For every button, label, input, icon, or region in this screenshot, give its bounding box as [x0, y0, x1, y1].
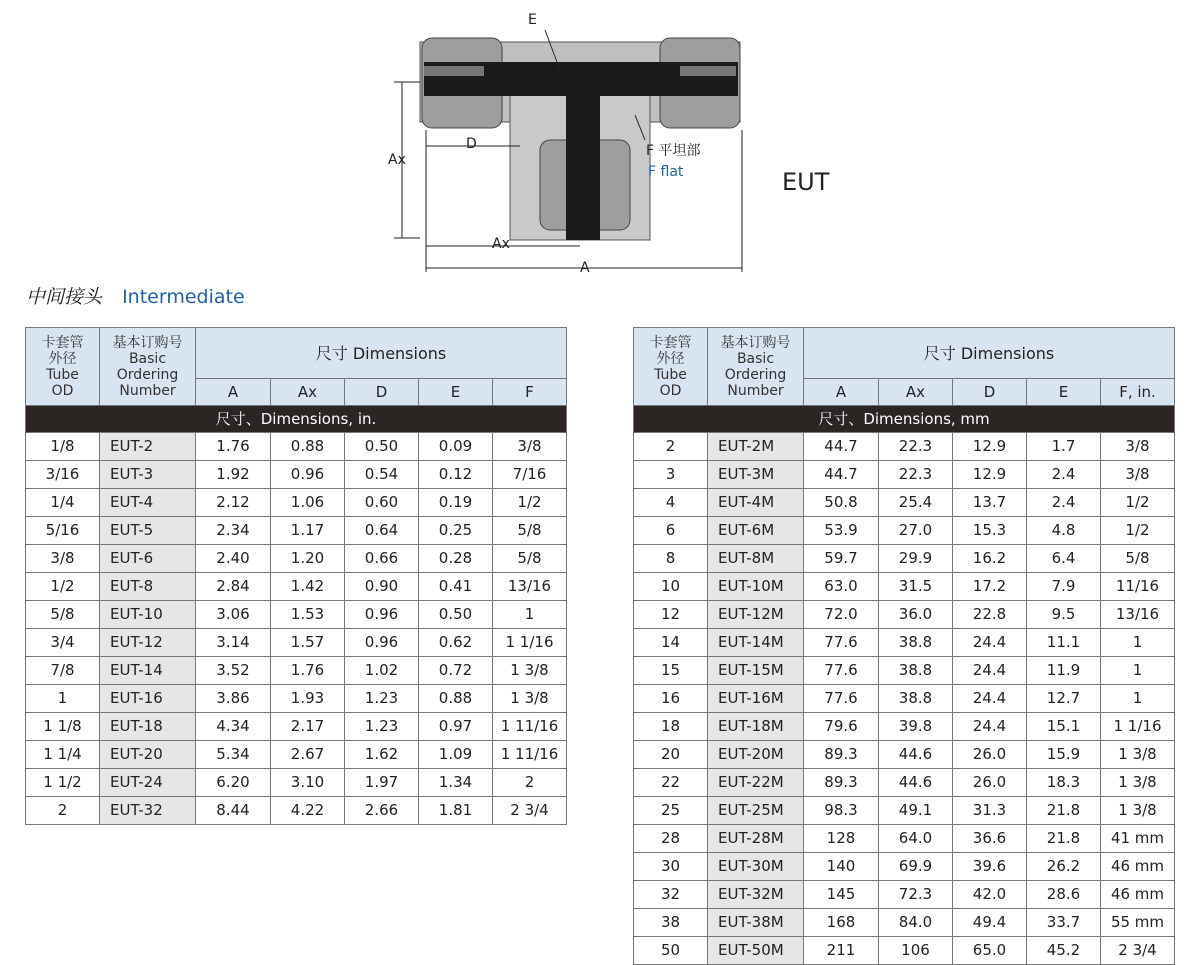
table-cell: 1 11/16 [493, 741, 567, 769]
dimensions-table-metric [633, 327, 1175, 965]
table-row [634, 573, 1175, 601]
table-cell: 46 mm [1101, 853, 1175, 881]
table-cell: 32 [634, 881, 708, 909]
dim-e-label: E [528, 12, 537, 28]
table-cell: 1 11/16 [493, 713, 567, 741]
table-cell: 1.09 [419, 741, 493, 769]
ordering-number-cell: EUT-4M [708, 489, 804, 517]
table-cell: 21.8 [1027, 797, 1101, 825]
table-cell: 0.54 [345, 461, 419, 489]
table-cell: 2.40 [196, 545, 271, 573]
table-cell: 1 3/8 [1101, 769, 1175, 797]
section-title-cn: 中间接头 [26, 286, 103, 308]
table-cell: 0.66 [345, 545, 419, 573]
ordering-number-cell: EUT-12 [100, 629, 196, 657]
table-cell: 7/8 [26, 657, 100, 685]
col-f: F [493, 379, 567, 406]
table-cell: 1 1/4 [26, 741, 100, 769]
table-cell: 2.34 [196, 517, 271, 545]
table-cell: 6.4 [1027, 545, 1101, 573]
table-cell: 9.5 [1027, 601, 1101, 629]
table-cell: 59.7 [804, 545, 879, 573]
ordering-number-cell: EUT-38M [708, 909, 804, 937]
flat-label-en: F flat [648, 164, 684, 180]
table-cell: 1 1/16 [493, 629, 567, 657]
table-cell: 12 [634, 601, 708, 629]
table-row [26, 517, 567, 545]
table-cell: 69.9 [879, 853, 953, 881]
table-cell: 12.9 [953, 433, 1027, 461]
table-cell: 1.76 [271, 657, 345, 685]
table-cell: 1.06 [271, 489, 345, 517]
table-cell: 3.10 [271, 769, 345, 797]
table-cell: 50.8 [804, 489, 879, 517]
flat-label: F 平坦部 [646, 143, 701, 159]
table-cell: 0.12 [419, 461, 493, 489]
table-cell: 20 [634, 741, 708, 769]
table-cell: 2.4 [1027, 461, 1101, 489]
table-cell: 38.8 [879, 629, 953, 657]
table-row [634, 741, 1175, 769]
table-cell: 11.9 [1027, 657, 1101, 685]
table-cell: 1.20 [271, 545, 345, 573]
ordering-number-cell: EUT-20 [100, 741, 196, 769]
table-cell: 0.96 [271, 461, 345, 489]
dim-a-label: A [580, 260, 590, 276]
table-cell: 0.41 [419, 573, 493, 601]
table-cell: 29.9 [879, 545, 953, 573]
ordering-number-cell: EUT-5 [100, 517, 196, 545]
table-cell: 1 3/8 [493, 685, 567, 713]
table-cell: 0.64 [345, 517, 419, 545]
table-cell: 8.44 [196, 797, 271, 825]
col-ax: Ax [271, 379, 345, 406]
ordering-number-cell: EUT-10 [100, 601, 196, 629]
table-cell: 0.90 [345, 573, 419, 601]
table-cell: 15 [634, 657, 708, 685]
table-cell: 64.0 [879, 825, 953, 853]
col-a: A [196, 379, 271, 406]
ordering-number-cell: EUT-24 [100, 769, 196, 797]
table-cell: 1.76 [196, 433, 271, 461]
table-cell: 6.20 [196, 769, 271, 797]
table-cell: 12.9 [953, 461, 1027, 489]
table-row [26, 629, 567, 657]
table-cell: 15.9 [1027, 741, 1101, 769]
table-cell: 44.6 [879, 769, 953, 797]
table-cell: 1 1/2 [26, 769, 100, 797]
table-cell: 1 [1101, 657, 1175, 685]
table-row [634, 713, 1175, 741]
table-cell: 0.88 [419, 685, 493, 713]
table-cell: 4.34 [196, 713, 271, 741]
col-d: D [953, 379, 1027, 406]
table-cell: 1.81 [419, 797, 493, 825]
table-cell: 4 [634, 489, 708, 517]
table-cell: 7.9 [1027, 573, 1101, 601]
table-cell: 46 mm [1101, 881, 1175, 909]
table-cell: 1.23 [345, 713, 419, 741]
ordering-number-cell: EUT-12M [708, 601, 804, 629]
table-cell: 24.4 [953, 657, 1027, 685]
table-cell: 0.09 [419, 433, 493, 461]
table-cell: 3/8 [26, 545, 100, 573]
table-cell: 49.4 [953, 909, 1027, 937]
ordering-number-header: 基本订购号 Basic Ordering Number [708, 328, 804, 406]
table-cell: 11/16 [1101, 573, 1175, 601]
table-row [634, 629, 1175, 657]
table-cell: 3/4 [26, 629, 100, 657]
table-cell: 30 [634, 853, 708, 881]
ordering-number-cell: EUT-15M [708, 657, 804, 685]
table-cell: 2.4 [1027, 489, 1101, 517]
table-cell: 12.7 [1027, 685, 1101, 713]
table-cell: 3/16 [26, 461, 100, 489]
ordering-number-cell: EUT-32 [100, 797, 196, 825]
col-ax: Ax [879, 379, 953, 406]
table-cell: 84.0 [879, 909, 953, 937]
table-row [634, 489, 1175, 517]
tube-od-header: 卡套管 外径 Tube OD [26, 328, 100, 406]
ordering-number-cell: EUT-3M [708, 461, 804, 489]
table-row [26, 741, 567, 769]
table-cell: 1 3/8 [1101, 741, 1175, 769]
table-cell: 0.72 [419, 657, 493, 685]
table-row [26, 657, 567, 685]
table-cell: 26.2 [1027, 853, 1101, 881]
table-cell: 3.14 [196, 629, 271, 657]
table-cell: 13/16 [1101, 601, 1175, 629]
table-cell: 5/8 [1101, 545, 1175, 573]
table-cell: 7/16 [493, 461, 567, 489]
table-cell: 128 [804, 825, 879, 853]
table-cell: 36.6 [953, 825, 1027, 853]
table-cell: 1.57 [271, 629, 345, 657]
table-cell: 0.62 [419, 629, 493, 657]
table-cell: 168 [804, 909, 879, 937]
table-cell: 25 [634, 797, 708, 825]
table-row [634, 769, 1175, 797]
ordering-number-cell: EUT-22M [708, 769, 804, 797]
table-cell: 1 1/8 [26, 713, 100, 741]
ordering-number-cell: EUT-50M [708, 937, 804, 965]
table-cell: 1/8 [26, 433, 100, 461]
table-cell: 50 [634, 937, 708, 965]
table-cell: 45.2 [1027, 937, 1101, 965]
table-cell: 44.7 [804, 461, 879, 489]
ordering-number-cell: EUT-18M [708, 713, 804, 741]
table-cell: 0.28 [419, 545, 493, 573]
table-cell: 1/2 [1101, 489, 1175, 517]
table-row [634, 881, 1175, 909]
table-cell: 17.2 [953, 573, 1027, 601]
table-cell: 0.88 [271, 433, 345, 461]
table-cell: 1 [26, 685, 100, 713]
table-cell: 3/8 [493, 433, 567, 461]
table-cell: 5/8 [493, 517, 567, 545]
table-cell: 0.96 [345, 601, 419, 629]
table-cell: 63.0 [804, 573, 879, 601]
table-cell: 4.22 [271, 797, 345, 825]
table-cell: 65.0 [953, 937, 1027, 965]
table-cell: 39.8 [879, 713, 953, 741]
table-cell: 22.8 [953, 601, 1027, 629]
table-cell: 18 [634, 713, 708, 741]
table-cell: 5.34 [196, 741, 271, 769]
table-cell: 41 mm [1101, 825, 1175, 853]
table-cell: 1 [493, 601, 567, 629]
table-cell: 1 1/16 [1101, 713, 1175, 741]
table-row [26, 573, 567, 601]
table-cell: 18.3 [1027, 769, 1101, 797]
table-cell: 13.7 [953, 489, 1027, 517]
table-row [634, 517, 1175, 545]
dim-d-label: D [466, 136, 477, 152]
ordering-number-header: 基本订购号 Basic Ordering Number [100, 328, 196, 406]
table-cell: 42.0 [953, 881, 1027, 909]
table-cell: 1 3/8 [1101, 797, 1175, 825]
table-cell: 10 [634, 573, 708, 601]
table-cell: 140 [804, 853, 879, 881]
table-cell: 1 3/8 [493, 657, 567, 685]
col-d: D [345, 379, 419, 406]
ordering-number-cell: EUT-3 [100, 461, 196, 489]
table-cell: 16 [634, 685, 708, 713]
table-row [26, 489, 567, 517]
table-cell: 0.96 [345, 629, 419, 657]
table-cell: 1 [1101, 629, 1175, 657]
unit-bar: 尺寸、Dimensions, in. [26, 406, 567, 433]
table-cell: 24.4 [953, 713, 1027, 741]
ordering-number-cell: EUT-25M [708, 797, 804, 825]
table-row [634, 545, 1175, 573]
table-cell: 72.0 [804, 601, 879, 629]
ordering-number-cell: EUT-14 [100, 657, 196, 685]
dimensions-header: 尺寸 Dimensions [804, 328, 1175, 379]
table-cell: 14 [634, 629, 708, 657]
table-cell: 0.19 [419, 489, 493, 517]
table-row [26, 797, 567, 825]
unit-bar: 尺寸、Dimensions, mm [634, 406, 1175, 433]
table-cell: 11.1 [1027, 629, 1101, 657]
col-a: A [804, 379, 879, 406]
table-row [634, 825, 1175, 853]
table-row [26, 433, 567, 461]
ordering-number-cell: EUT-10M [708, 573, 804, 601]
ordering-number-cell: EUT-2M [708, 433, 804, 461]
table-cell: 1.93 [271, 685, 345, 713]
table-cell: 0.50 [345, 433, 419, 461]
table-cell: 2 [634, 433, 708, 461]
table-cell: 1.97 [345, 769, 419, 797]
table-cell: 1.7 [1027, 433, 1101, 461]
table-cell: 8 [634, 545, 708, 573]
table-cell: 3 [634, 461, 708, 489]
table-cell: 1.42 [271, 573, 345, 601]
ordering-number-cell: EUT-8M [708, 545, 804, 573]
table-cell: 15.1 [1027, 713, 1101, 741]
table-cell: 1.02 [345, 657, 419, 685]
table-cell: 44.7 [804, 433, 879, 461]
table-cell: 22.3 [879, 461, 953, 489]
table-cell: 31.5 [879, 573, 953, 601]
table-cell: 79.6 [804, 713, 879, 741]
table-cell: 0.97 [419, 713, 493, 741]
ordering-number-cell: EUT-28M [708, 825, 804, 853]
table-row [634, 657, 1175, 685]
table-row [634, 433, 1175, 461]
table-row [26, 461, 567, 489]
tee-cross-section-drawing [380, 0, 800, 290]
table-cell: 5/8 [26, 601, 100, 629]
table-cell: 2 [493, 769, 567, 797]
col-f-in: F, in. [1101, 379, 1175, 406]
table-cell: 2.66 [345, 797, 419, 825]
table-cell: 3/8 [1101, 433, 1175, 461]
table-row [634, 937, 1175, 965]
table-cell: 53.9 [804, 517, 879, 545]
dim-ax-horizontal-label: Ax [492, 236, 510, 252]
table-row [634, 853, 1175, 881]
table-cell: 16.2 [953, 545, 1027, 573]
table-cell: 3/8 [1101, 461, 1175, 489]
table-cell: 24.4 [953, 685, 1027, 713]
table-cell: 2 [26, 797, 100, 825]
table-cell: 0.25 [419, 517, 493, 545]
table-cell: 1.53 [271, 601, 345, 629]
ordering-number-cell: EUT-32M [708, 881, 804, 909]
ordering-number-cell: EUT-14M [708, 629, 804, 657]
table-cell: 2.67 [271, 741, 345, 769]
table-cell: 1.62 [345, 741, 419, 769]
section-title [26, 282, 245, 309]
table-row [26, 769, 567, 797]
ordering-number-cell: EUT-16M [708, 685, 804, 713]
section-title-en: Intermediate [122, 286, 245, 308]
table-cell: 1 [1101, 685, 1175, 713]
table-row [26, 545, 567, 573]
table-cell: 24.4 [953, 629, 1027, 657]
table-cell: 77.6 [804, 657, 879, 685]
dimensions-table-inch [25, 327, 567, 825]
table-cell: 2.12 [196, 489, 271, 517]
table-cell: 106 [879, 937, 953, 965]
table-cell: 26.0 [953, 769, 1027, 797]
ordering-number-cell: EUT-6M [708, 517, 804, 545]
table-cell: 5/16 [26, 517, 100, 545]
table-cell: 1/2 [26, 573, 100, 601]
table-cell: 1/4 [26, 489, 100, 517]
table-cell: 5/8 [493, 545, 567, 573]
table-cell: 2.84 [196, 573, 271, 601]
tube-od-header: 卡套管 外径 Tube OD [634, 328, 708, 406]
tee-fitting-diagram [380, 0, 800, 290]
table-row [634, 461, 1175, 489]
ordering-number-cell: EUT-8 [100, 573, 196, 601]
table-cell: 26.0 [953, 741, 1027, 769]
table-cell: 0.60 [345, 489, 419, 517]
table-cell: 38.8 [879, 657, 953, 685]
table-cell: 22 [634, 769, 708, 797]
col-e: E [419, 379, 493, 406]
table-cell: 6 [634, 517, 708, 545]
table-cell: 98.3 [804, 797, 879, 825]
table-row [26, 601, 567, 629]
table-cell: 38 [634, 909, 708, 937]
col-e: E [1027, 379, 1101, 406]
table-cell: 1.34 [419, 769, 493, 797]
table-row [634, 685, 1175, 713]
table-cell: 38.8 [879, 685, 953, 713]
table-cell: 77.6 [804, 629, 879, 657]
table-cell: 145 [804, 881, 879, 909]
table-cell: 1.23 [345, 685, 419, 713]
table-cell: 1.92 [196, 461, 271, 489]
ordering-number-cell: EUT-30M [708, 853, 804, 881]
table-cell: 2 3/4 [493, 797, 567, 825]
table-cell: 89.3 [804, 741, 879, 769]
table-cell: 39.6 [953, 853, 1027, 881]
table-cell: 13/16 [493, 573, 567, 601]
dim-ax-vertical-label: Ax [388, 152, 406, 168]
ordering-number-cell: EUT-20M [708, 741, 804, 769]
table-cell: 21.8 [1027, 825, 1101, 853]
model-code: EUT [782, 168, 830, 196]
table-cell: 28 [634, 825, 708, 853]
table-cell: 31.3 [953, 797, 1027, 825]
table-cell: 28.6 [1027, 881, 1101, 909]
table-cell: 2.17 [271, 713, 345, 741]
table-cell: 22.3 [879, 433, 953, 461]
dimensions-header: 尺寸 Dimensions [196, 328, 567, 379]
table-row [634, 797, 1175, 825]
table-cell: 49.1 [879, 797, 953, 825]
table-row [634, 601, 1175, 629]
ordering-number-cell: EUT-4 [100, 489, 196, 517]
table-cell: 0.50 [419, 601, 493, 629]
table-cell: 4.8 [1027, 517, 1101, 545]
table-cell: 3.52 [196, 657, 271, 685]
table-cell: 1.17 [271, 517, 345, 545]
table-cell: 27.0 [879, 517, 953, 545]
ordering-number-cell: EUT-18 [100, 713, 196, 741]
table-cell: 2 3/4 [1101, 937, 1175, 965]
table-cell: 15.3 [953, 517, 1027, 545]
ordering-number-cell: EUT-6 [100, 545, 196, 573]
ordering-number-cell: EUT-16 [100, 685, 196, 713]
ordering-number-cell: EUT-2 [100, 433, 196, 461]
table-cell: 33.7 [1027, 909, 1101, 937]
table-cell: 25.4 [879, 489, 953, 517]
table-cell: 77.6 [804, 685, 879, 713]
table-row [26, 713, 567, 741]
table-cell: 36.0 [879, 601, 953, 629]
table-cell: 3.86 [196, 685, 271, 713]
table-cell: 211 [804, 937, 879, 965]
table-cell: 1/2 [1101, 517, 1175, 545]
table-cell: 3.06 [196, 601, 271, 629]
table-row [26, 685, 567, 713]
table-cell: 72.3 [879, 881, 953, 909]
table-cell: 89.3 [804, 769, 879, 797]
table-cell: 1/2 [493, 489, 567, 517]
table-row [634, 909, 1175, 937]
table-cell: 55 mm [1101, 909, 1175, 937]
table-cell: 44.6 [879, 741, 953, 769]
